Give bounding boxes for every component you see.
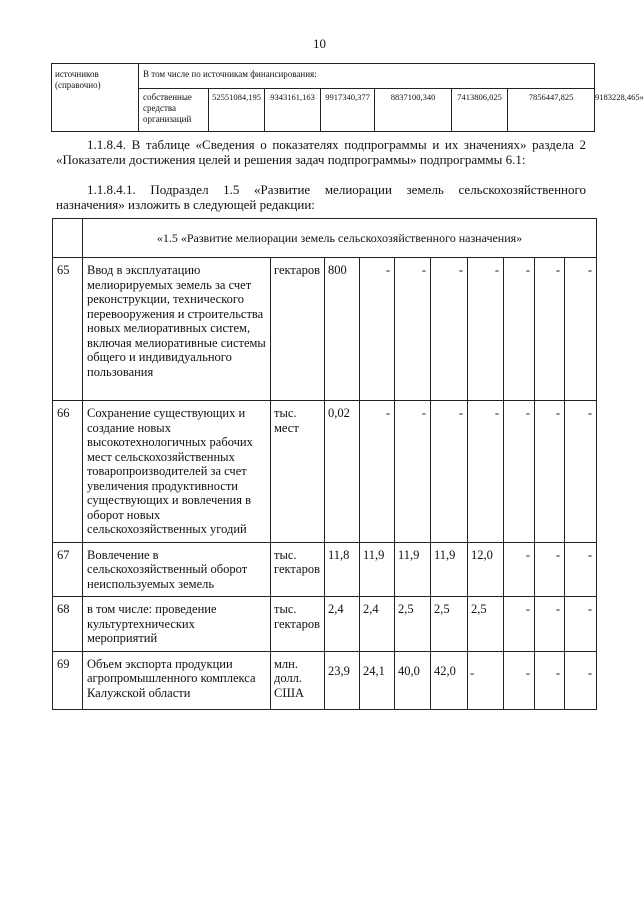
indicator-name: Вовлечение в сельскохозяйственный оборот неиспользуемых земель xyxy=(83,542,271,597)
row-number: 68 xyxy=(53,597,83,652)
financing-header: В том числе по источникам финансирования: xyxy=(139,64,595,89)
financing-value: 7856447,825 xyxy=(508,89,595,132)
indicator-value: 2,5 xyxy=(395,597,431,652)
indicator-value: 11,9 xyxy=(360,542,395,597)
indicator-value: - xyxy=(565,401,597,543)
indicator-value: - xyxy=(468,401,504,543)
indicator-value: - xyxy=(535,597,565,652)
page-number: 10 xyxy=(313,36,326,51)
indicator-value: - xyxy=(504,651,535,709)
indicator-value: - xyxy=(395,401,431,543)
indicator-value: 2,5 xyxy=(431,597,468,652)
indicator-value: - xyxy=(535,542,565,597)
paragraph-1: 1.1.8.4. В таблице «Сведения о показателях подпрограммы и их значениях» раздела 2 «Показатели достижения целей и решения задач подпрограммы» подпрограммы 6.1: xyxy=(56,137,586,167)
indicator-value: 11,9 xyxy=(395,542,431,597)
paragraph-2: 1.1.8.4.1. Подраздел 1.5 «Развитие мелиорации земель сельскохозяйственного назначения» изложить в следующей редакции: xyxy=(56,182,586,212)
indicator-value: - xyxy=(565,651,597,709)
own-funds-label: собственные средства организаций xyxy=(139,89,209,132)
indicator-value: 23,9 xyxy=(325,651,360,709)
indicator-unit: гектаров xyxy=(271,258,325,401)
indicator-unit: тыс. гектаров xyxy=(271,597,325,652)
row-number: 67 xyxy=(53,542,83,597)
row-number: 69 xyxy=(53,651,83,709)
indicator-name: в том числе: проведение культуртехнических мероприятий xyxy=(83,597,271,652)
financing-value: 52551084,195 xyxy=(209,89,265,132)
indicator-value: - xyxy=(504,401,535,543)
indicator-name: Сохранение существующих и создание новых высокотехнологичных рабочих мест сельскохозяйственных товаропроизводителей за счет увеличения продуктивности существующих и вовлечения в оборот новых сельскохозяйственных угодий xyxy=(83,401,271,543)
indicator-value: - xyxy=(565,597,597,652)
indicator-unit: млн. долл. США xyxy=(271,651,325,709)
indicator-name: Ввод в эксплуатацию мелиорируемых земель за счет реконструкции, технического перевооружения и строительства новых мелиоративных систем, включая мелиоративные системы общего и индивидуального пользования xyxy=(83,258,271,401)
financing-value: 9917340,377 xyxy=(321,89,375,132)
financing-value: 8837100,340 xyxy=(375,89,452,132)
indicator-value: - xyxy=(431,401,468,543)
indicator-value: - xyxy=(360,258,395,401)
indicator-value: - xyxy=(468,258,504,401)
indicator-value: 42,0 xyxy=(431,651,468,709)
indicator-value: - xyxy=(535,401,565,543)
indicator-value: - xyxy=(468,651,504,709)
indicator-value: 2,4 xyxy=(325,597,360,652)
indicator-value: 2,5 xyxy=(468,597,504,652)
indicator-unit: тыс. гектаров xyxy=(271,542,325,597)
indicator-value: - xyxy=(535,258,565,401)
indicator-name: Объем экспорта продукции агропромышленного комплекса Калужской области xyxy=(83,651,271,709)
indicator-value: - xyxy=(565,258,597,401)
financing-value: 7413806,025 xyxy=(452,89,508,132)
indicator-value: 11,9 xyxy=(431,542,468,597)
indicator-value: 11,8 xyxy=(325,542,360,597)
indicator-value: 2,4 xyxy=(360,597,395,652)
indicator-value: 24,1 xyxy=(360,651,395,709)
table-row xyxy=(53,651,597,709)
indicator-value: - xyxy=(395,258,431,401)
indicator-value: - xyxy=(504,597,535,652)
indicator-value: - xyxy=(431,258,468,401)
indicator-value: - xyxy=(504,258,535,401)
indicator-unit: тыс. мест xyxy=(271,401,325,543)
indicator-value: 12,0 xyxy=(468,542,504,597)
indicator-value: - xyxy=(565,542,597,597)
financing-table: источников (справочно) В том числе по источникам финансирования: собственные средства организаций 52551084,195 9343161,163 9917340,377 8837100,340 7413806,025 7856447,825 9183228,465» xyxy=(51,63,595,132)
table-row xyxy=(53,597,597,652)
row-number: 65 xyxy=(53,258,83,401)
table-row xyxy=(53,542,597,597)
indicator-value: 0,02 xyxy=(325,401,360,543)
indicator-value: - xyxy=(360,401,395,543)
indicator-value: 800 xyxy=(325,258,360,401)
title-spacer-cell xyxy=(53,219,83,258)
table-row xyxy=(53,401,597,543)
financing-value: 9343161,163 xyxy=(265,89,321,132)
financing-source-label: источников (справочно) xyxy=(52,64,139,132)
indicators-table xyxy=(52,218,597,710)
row-number: 66 xyxy=(53,401,83,543)
section-title: «1.5 «Развитие мелиорации земель сельскохозяйственного назначения» xyxy=(83,219,597,258)
indicator-value: - xyxy=(504,542,535,597)
table-row xyxy=(53,258,597,401)
indicator-value: 40,0 xyxy=(395,651,431,709)
indicator-value: - xyxy=(535,651,565,709)
